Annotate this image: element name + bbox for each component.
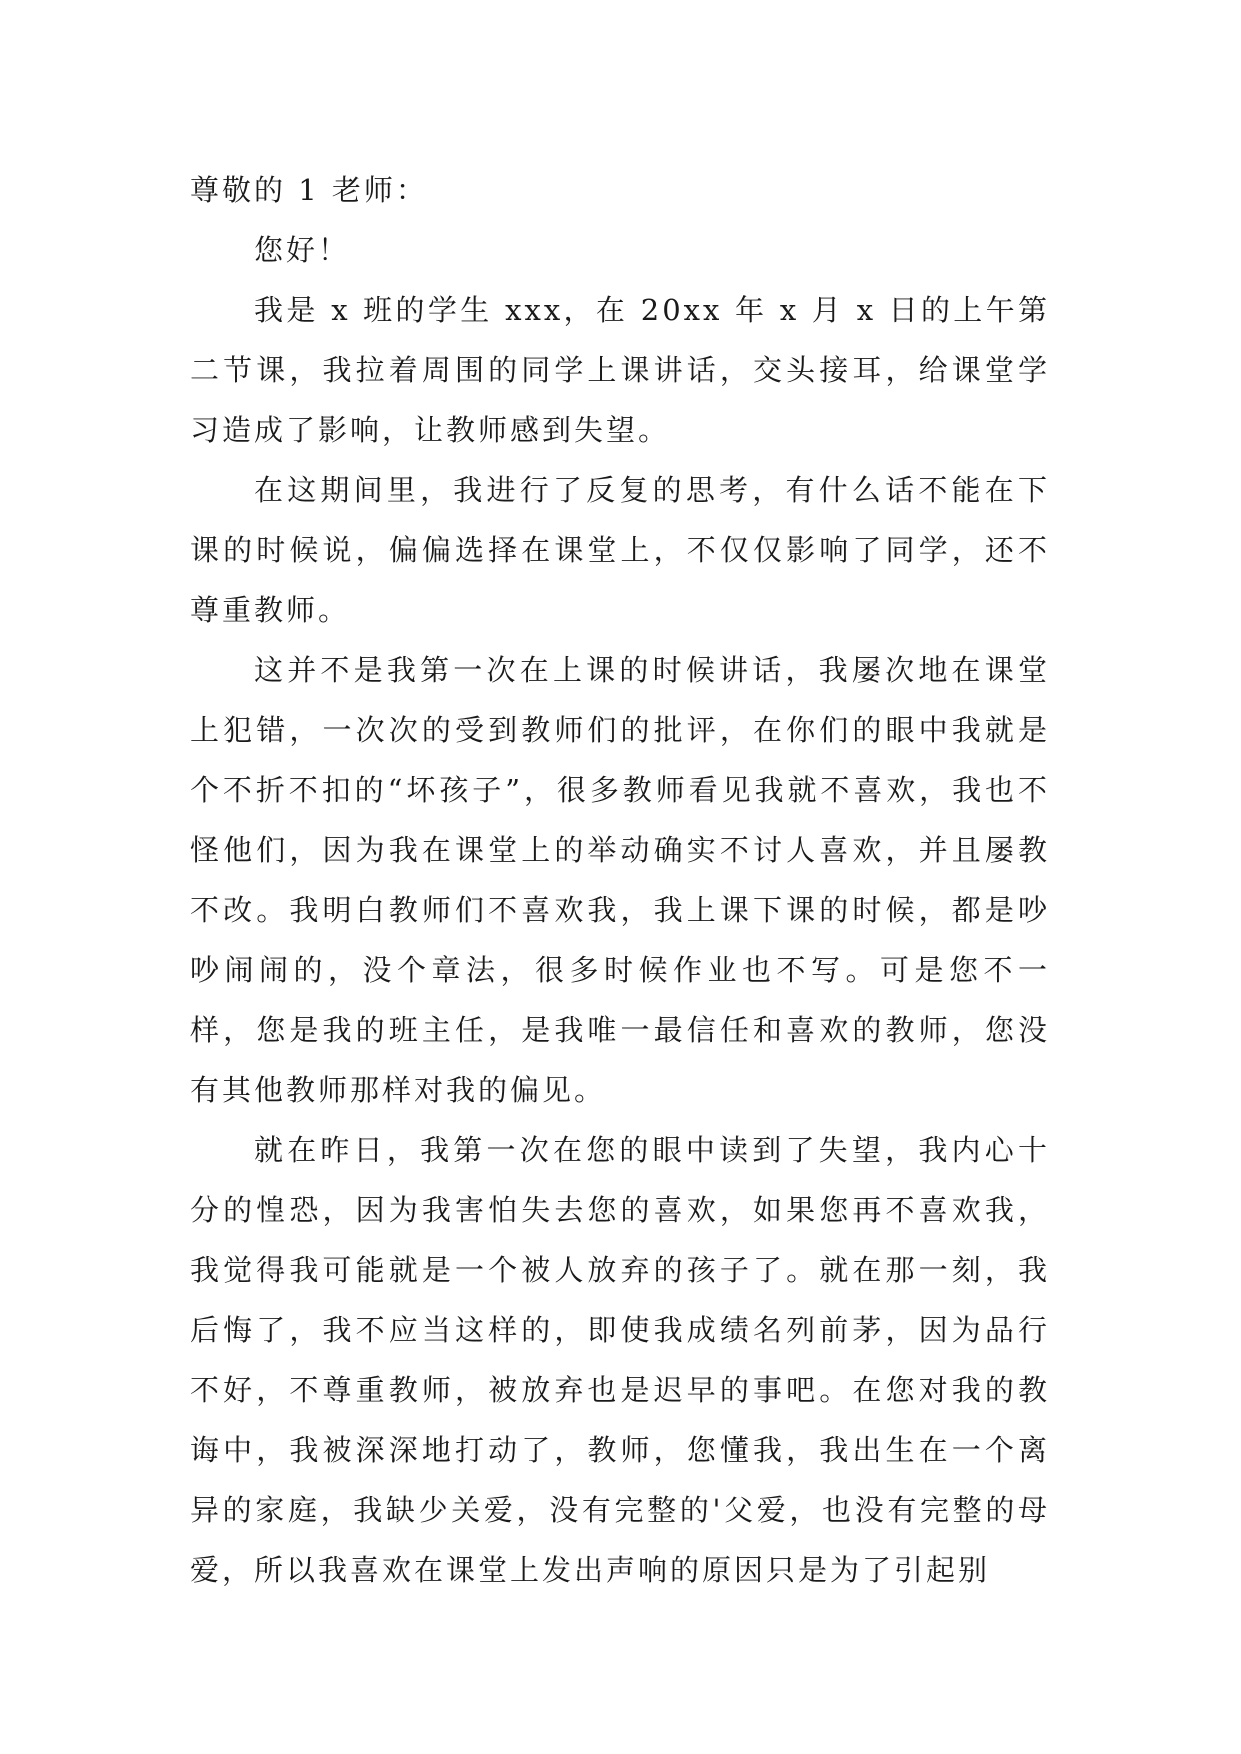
greeting: 您好！ [254, 233, 351, 267]
letter-body [190, 160, 1050, 1600]
paragraph-2: 在这期间里，我进行了反复的思考，有什么话不能在下课的时候说，偏偏选择在课堂上，不仅仅影响了同学，还不尊重教师。 [190, 473, 1050, 627]
paragraph-1: 我是 x 班的学生 xxx，在 20xx 年 x 月 x 日的上午第二节课，我拉着周围的同学上课讲话，交头接耳，给课堂学习造成了影响，让教师感到失望。 [190, 293, 1050, 447]
salutation: 尊敬的 1 老师： [190, 173, 428, 207]
paragraph-4: 就在昨日，我第一次在您的眼中读到了失望，我内心十分的惶恐，因为我害怕失去您的喜欢，如果您再不喜欢我，我觉得我可能就是一个被人放弃的孩子了。就在那一刻，我后悔了，我不应当这样的，即使我成绩名列前茅，因为品行不好，不尊重教师，被放弃也是迟早的事吧。在您对我的教诲中，我被深深地打动了，教师，您懂我，我出生在一个离异的家庭，我缺少关爱，没有完整的'父爱，也没有完整的母爱，所以我喜欢在课堂上发出声响的原因只是为了引起别 [190, 1133, 1050, 1587]
paragraph-3: 这并不是我第一次在上课的时候讲话，我屡次地在课堂上犯错，一次次的受到教师们的批评，在你们的眼中我就是个不折不扣的“坏孩子”，很多教师看见我就不喜欢，我也不怪他们，因为我在课堂上的举动确实不讨人喜欢，并且屡教不改。我明白教师们不喜欢我，我上课下课的时候，都是吵吵闹闹的，没个章法，很多时候作业也不写。可是您不一样，您是我的班主任，是我唯一最信任和喜欢的教师，您没有其他教师那样对我的偏见。 [190, 653, 1050, 1107]
